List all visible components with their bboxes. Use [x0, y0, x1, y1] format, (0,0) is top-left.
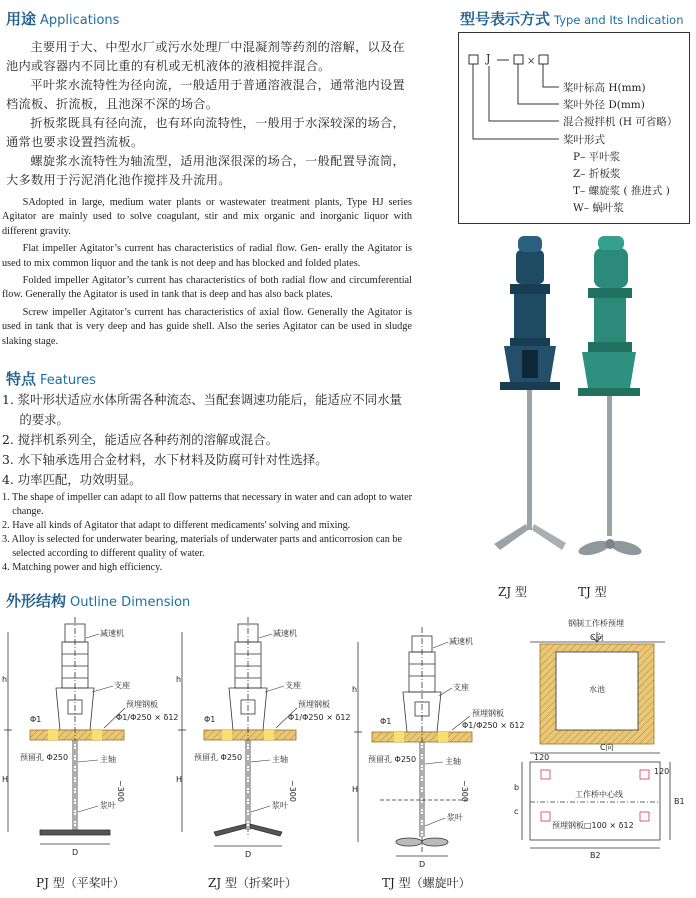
tj-label-phi1: Φ1	[380, 717, 392, 726]
zj-label-300: ~300	[288, 780, 297, 802]
agitator-photo	[470, 232, 670, 577]
tj-agitator-image	[577, 236, 643, 558]
zj-label-D: D	[245, 850, 252, 859]
tj-label-shaft: 主轴	[445, 757, 461, 766]
pj-label-support: 支座	[114, 681, 130, 690]
type-box	[458, 32, 690, 224]
pj-label-phi1: Φ1	[30, 715, 42, 724]
zj-label-plate-spec: Φ1/Φ250 × δ12	[288, 713, 351, 722]
type-code-letter: J	[486, 52, 491, 65]
zj-label-support: 支座	[285, 681, 301, 690]
usage-en-para: Folded impeller Agitator’s current has characteristics of both radial flow and circumferential flow. Generally the Agitator is used in tank that is deep and has also back plates.	[2, 275, 412, 301]
zj-elevation	[178, 617, 296, 846]
pj-label-blade: 浆叶	[100, 801, 116, 810]
usage-en-para: Flat impeller Agitator’s current has characteristics of radial flow. Gen- erally the Agitator is used to mix common liquor and the tank is not deep and has blocked and folded plates.	[2, 243, 412, 269]
pj-label-D: D	[72, 848, 79, 857]
type-title-en: Type and Its Indication	[554, 13, 684, 27]
outline-drawings	[0, 612, 696, 882]
zj-label-hole: 预留孔 Φ250	[194, 753, 243, 762]
pj-label-plate: 预埋钢板	[126, 700, 158, 709]
tj-label-hole: 预留孔 Φ250	[368, 755, 417, 764]
tj-label-300: ~300	[460, 780, 469, 802]
zj-label-plate: 预埋钢板	[298, 700, 330, 709]
type-line: 桨叶形式	[563, 134, 605, 146]
tj-photo-caption: TJ 型	[578, 585, 607, 599]
usage-en-para: SAdopted in large, medium water plants or wastewater treatment plants, Type HJ series Agitator are mainly used to solve coagulant, stir and mix organic and inorganic liquor with different gravity.	[2, 197, 412, 237]
feature-zh-item: 2. 搅拌机系列全，能适应各种药剂的溶解或混合。	[2, 432, 278, 447]
usage-zh-para: 主要用于大、中型水厂或污水处理厂中混凝剂等药剂的溶解，以及在池内或容器内不同比重的有机或无机液体的液相搅拌混合。	[6, 40, 406, 73]
plan-label-cdir-2: C向	[600, 743, 614, 752]
feature-en-item: 1. The shape of impeller can adapt to all flow patterns that necessary in water and can adopt to water change.	[2, 492, 412, 517]
pj-label-plate-spec: Φ1/Φ250 × δ12	[116, 713, 179, 722]
usage-title-zh: 用途	[6, 10, 37, 28]
feature-zh-item: 1. 浆叶形状适应水体所需各种流态、当配套调速功能后，能适应不同水量的要求。	[2, 392, 402, 427]
plan-label-bridge: 钢制工作桥预埋	[568, 619, 624, 628]
zj-label-reducer: 减速机	[273, 629, 297, 638]
features-zh-list	[2, 390, 414, 490]
feature-en-item: 4. Matching power and high efficiency.	[2, 562, 163, 573]
features-title	[6, 368, 96, 389]
zj-label-shaft: 主轴	[272, 755, 288, 764]
plan-label-cdir: C向	[590, 633, 604, 642]
tj-label-support: 支座	[453, 683, 469, 692]
type-title-zh: 型号表示方式	[460, 10, 551, 28]
tj-label-h: h	[352, 685, 358, 694]
features-title-en: Features	[40, 373, 96, 388]
pj-caption: PJ 型（平桨叶）	[36, 876, 125, 890]
tj-label-H: H	[352, 785, 359, 794]
pj-label-reducer: 减速机	[100, 629, 124, 638]
usage-zh-para: 折板浆既具有径向流，也有环向流特性，一般用于水深较深的场合，通常也要求设置挡流板。	[6, 116, 406, 149]
plan-label-B1: B1	[674, 797, 685, 806]
plan-label-c: c	[514, 807, 519, 816]
zj-label-blade: 浆叶	[272, 801, 288, 810]
usage-zh-para: 螺旋浆水流特性为轴流型，适用池深很深的场合，一般配置导流筒，大多数用于污泥消化池作搅拌及升流用。	[6, 154, 406, 187]
usage-en-block	[2, 196, 412, 352]
zj-label-H: H	[176, 775, 183, 784]
zj-photo-caption: ZJ 型	[498, 585, 527, 599]
tj-label-plate-spec: Φ1/Φ250 × δ12	[462, 721, 525, 730]
pj-label-H: H	[2, 775, 9, 784]
plan-label-plate: 预埋钢板□100 × δ12	[552, 821, 634, 830]
usage-title-en: Applications	[40, 13, 120, 28]
tj-caption: TJ 型（螺旋叶）	[382, 876, 471, 890]
pj-label-hole: 预留孔 Φ250	[20, 753, 69, 762]
zj-agitator-image	[494, 236, 566, 550]
plan-label-b: b	[514, 783, 520, 792]
svg-text:×: ×	[527, 56, 536, 67]
zj-label-h: h	[176, 675, 182, 684]
plan-label-pool: 水池	[589, 685, 605, 694]
features-en-list	[2, 491, 416, 575]
type-line: Z– 折板浆	[573, 168, 621, 180]
type-title	[460, 8, 684, 29]
plan-label-120b: 120	[654, 767, 670, 776]
type-line: 桨叶外径 D(mm)	[563, 99, 645, 111]
tj-label-plate: 预埋钢板	[472, 709, 504, 718]
type-line: T– 螺旋浆 ( 推进式 )	[573, 185, 670, 197]
plan-label-center: 工作桥中心线	[575, 790, 623, 799]
feature-en-item: 2. Have all kinds of Agitator that adapt to different medicaments' solving and mixing.	[2, 520, 351, 531]
zj-caption: ZJ 型（折桨叶）	[208, 876, 297, 890]
tj-label-reducer: 减速机	[449, 637, 473, 646]
pj-label-shaft: 主轴	[100, 755, 116, 764]
feature-zh-item: 3. 水下轴承选用合金材料，水下材料及防腐可针对性选择。	[2, 452, 328, 467]
pj-label-300: ~300	[116, 780, 125, 802]
zj-label-phi1: Φ1	[204, 715, 216, 724]
features-title-zh: 特点	[6, 370, 37, 388]
tj-label-blade: 浆叶	[447, 813, 463, 822]
plan-view	[522, 753, 670, 848]
usage-zh-block	[6, 38, 410, 190]
usage-title	[6, 8, 119, 29]
outline-title-en: Outline Dimension	[70, 595, 191, 610]
type-line: W– 蜗叶浆	[573, 202, 624, 214]
type-line: 混合搅拌机 (H 可省略）	[563, 116, 678, 128]
plan-label-120a: 120	[534, 753, 550, 762]
outline-title-zh: 外形结构	[6, 592, 67, 610]
usage-zh-para: 平叶浆水流特性为径向流，一般适用于普通溶液混合，通常池内设置档流板、折流板，且池深不深的场合。	[6, 78, 406, 111]
feature-zh-item: 4. 功率匹配，功效明显。	[2, 472, 142, 487]
tj-label-D: D	[419, 860, 426, 869]
usage-en-para: Screw impeller Agitator’s current has characteristics of axial flow. Generally the Agitator is used in tank that is very deep and has guide shell. Also the series Agitator can be used in sludge slaking stage.	[2, 306, 412, 347]
pj-label-h: h	[2, 675, 8, 684]
outline-title	[6, 590, 190, 611]
type-line: 桨叶标高 H(mm)	[563, 82, 646, 94]
plan-label-B2: B2	[590, 851, 601, 860]
type-line: P– 平叶浆	[573, 151, 621, 163]
feature-en-item: 3. Alloy is selected for underwater bearing, materials of underwater parts and anticorrosion can be selected according to different quality of water.	[2, 534, 402, 559]
